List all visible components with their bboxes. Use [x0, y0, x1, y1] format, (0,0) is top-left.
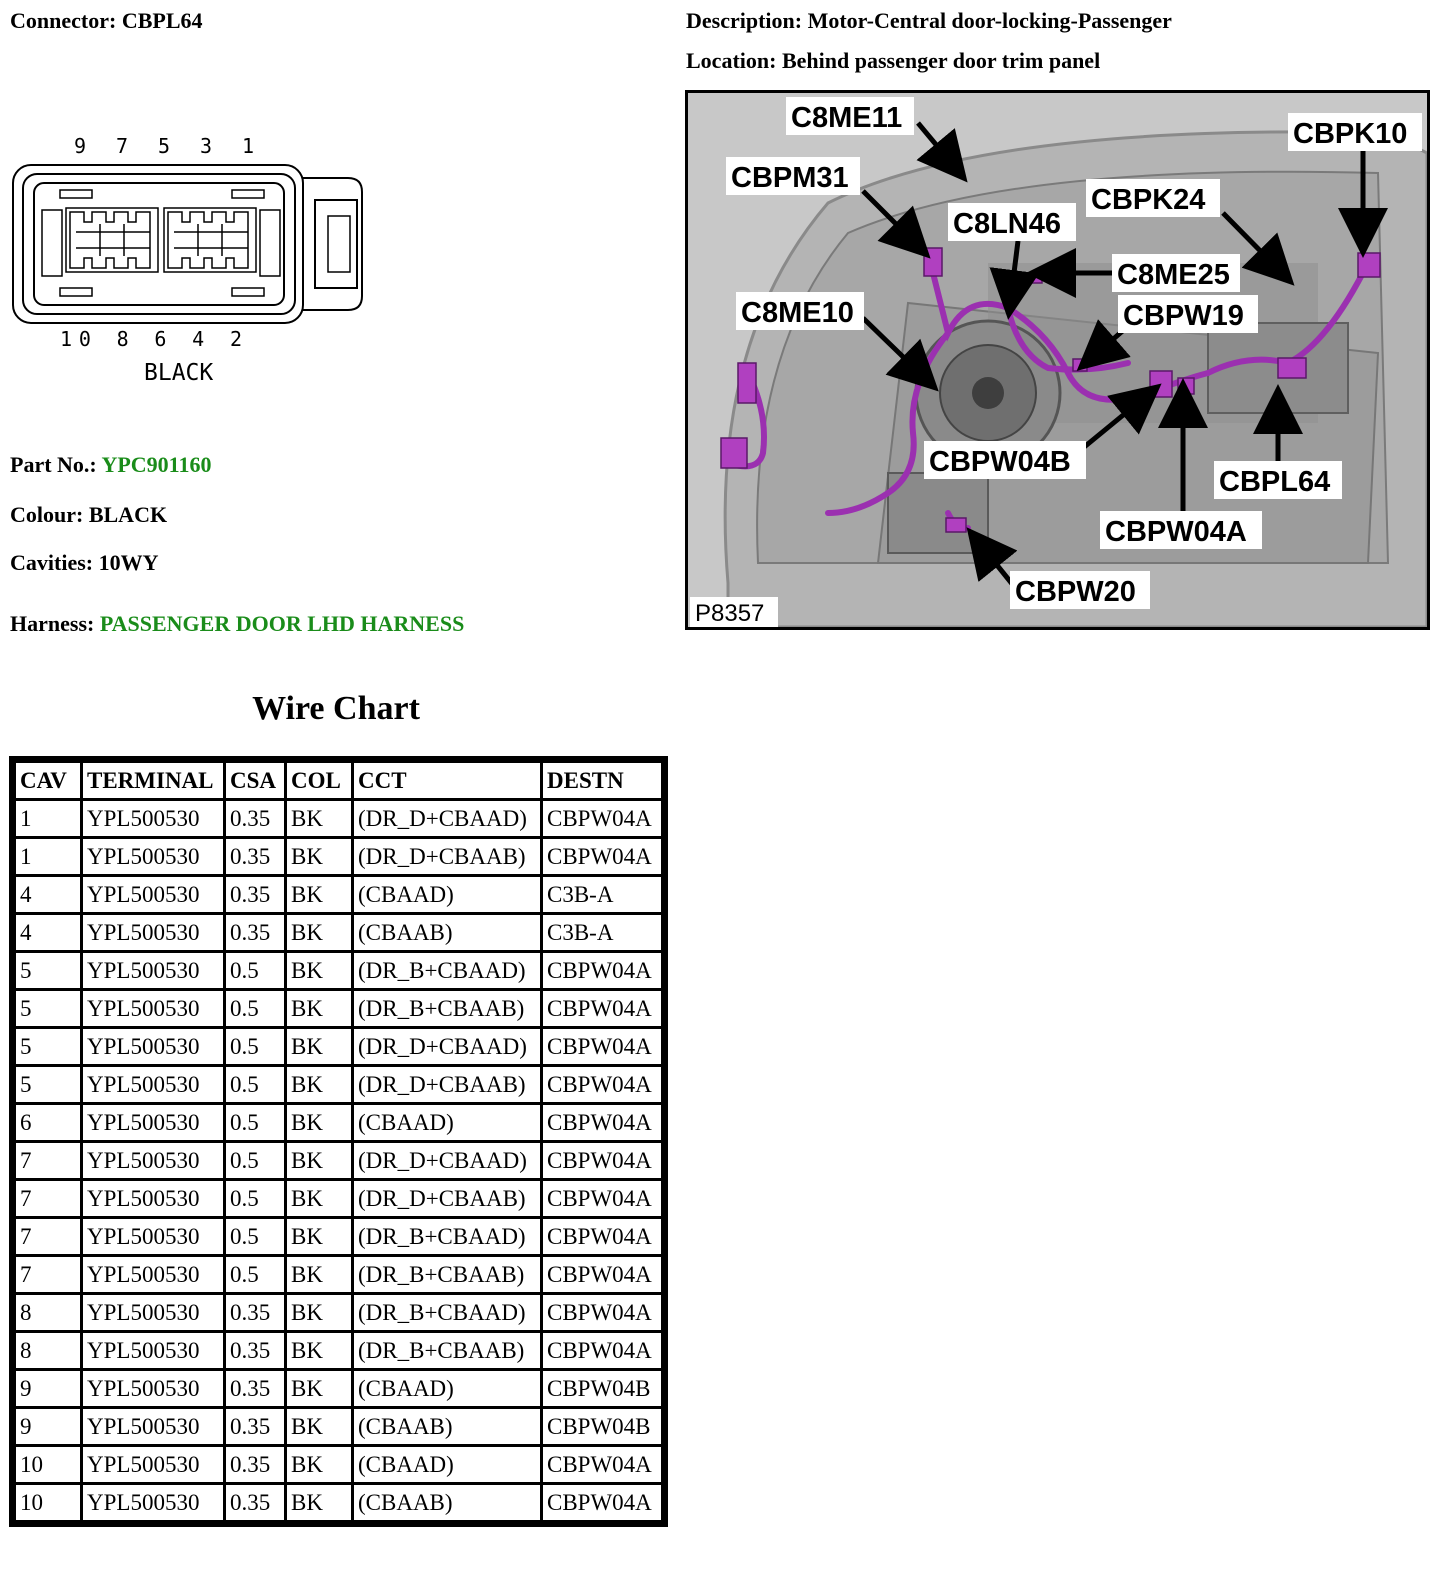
cell-col: BK: [287, 991, 351, 1026]
location-value: Behind passenger door trim panel: [781, 48, 1101, 73]
cell-csa: 0.35: [226, 877, 284, 912]
cell-terminal: YPL500530: [83, 1447, 223, 1482]
cell-terminal: YPL500530: [83, 1029, 223, 1064]
cell-destn: CBPW04A: [543, 1143, 661, 1178]
cell-destn: CBPW04A: [543, 1219, 661, 1254]
cell-cav: 5: [16, 953, 80, 988]
cell-destn: CBPW04A: [543, 991, 661, 1026]
cell-cct: (DR_B+CBAAB): [354, 1333, 540, 1368]
cell-cct: (CBAAB): [354, 1485, 540, 1520]
cell-destn: CBPW04A: [543, 1485, 661, 1520]
harness-label: Harness:: [10, 611, 95, 636]
cell-col: BK: [287, 1447, 351, 1482]
cell-destn: CBPW04A: [543, 1181, 661, 1216]
cell-destn: CBPW04A: [543, 953, 661, 988]
cell-col: BK: [287, 1181, 351, 1216]
cell-csa: 0.35: [226, 1371, 284, 1406]
cavities-value: 10WY: [98, 550, 159, 575]
cell-col: BK: [287, 1409, 351, 1444]
cell-cct: (CBAAB): [354, 1409, 540, 1444]
cell-cav: 5: [16, 1029, 80, 1064]
table-row: [16, 1143, 661, 1178]
cell-col: BK: [287, 877, 351, 912]
cell-csa: 0.5: [226, 1105, 284, 1140]
table-row: [16, 915, 661, 950]
cell-terminal: YPL500530: [83, 1333, 223, 1368]
column-header-cav: CAV: [16, 763, 80, 798]
location-illustration: [685, 90, 1430, 630]
cell-terminal: YPL500530: [83, 1371, 223, 1406]
callout-c8me25: C8ME25: [1117, 259, 1230, 291]
connector-face-diagram: [10, 128, 370, 393]
cell-cav: 1: [16, 839, 80, 874]
harness: [10, 611, 464, 637]
cell-csa: 0.5: [226, 1181, 284, 1216]
column-header-col: COL: [287, 763, 351, 798]
cell-cct: (DR_D+CBAAB): [354, 839, 540, 874]
cell-cav: 9: [16, 1409, 80, 1444]
cell-cav: 5: [16, 1067, 80, 1102]
cell-destn: CBPW04A: [543, 1067, 661, 1102]
cell-terminal: YPL500530: [83, 953, 223, 988]
cell-col: BK: [287, 1485, 351, 1520]
cell-col: BK: [287, 953, 351, 988]
cell-csa: 0.5: [226, 1219, 284, 1254]
cell-col: BK: [287, 839, 351, 874]
connector-title: [10, 8, 203, 34]
cell-col: BK: [287, 1105, 351, 1140]
cell-csa: 0.35: [226, 801, 284, 836]
callout-cbpw04b: CBPW04B: [929, 446, 1071, 478]
table-row: [16, 1067, 661, 1102]
cell-terminal: YPL500530: [83, 915, 223, 950]
cell-csa: 0.35: [226, 1485, 284, 1520]
cell-csa: 0.35: [226, 1409, 284, 1444]
connector-value: CBPL64: [121, 8, 203, 33]
table-header-row: [16, 763, 661, 798]
cell-destn: C3B-A: [543, 915, 661, 950]
cell-terminal: YPL500530: [83, 1409, 223, 1444]
cell-terminal: YPL500530: [83, 1257, 223, 1292]
table-row: [16, 991, 661, 1026]
table-row: [16, 1485, 661, 1520]
cell-cav: 7: [16, 1181, 80, 1216]
cell-cct: (DR_D+CBAAD): [354, 1143, 540, 1178]
cell-cct: (CBAAD): [354, 877, 540, 912]
colour: [10, 502, 167, 528]
cavities: [10, 550, 158, 576]
table-row: [16, 801, 661, 836]
table-row: [16, 1371, 661, 1406]
cell-cct: (DR_B+CBAAB): [354, 1257, 540, 1292]
location: [686, 48, 1100, 74]
cell-destn: CBPW04A: [543, 1295, 661, 1330]
column-header-cct: CCT: [354, 763, 540, 798]
cell-destn: CBPW04A: [543, 1447, 661, 1482]
figure-id-label: P8357: [695, 600, 765, 627]
cell-cct: (DR_B+CBAAD): [354, 1295, 540, 1330]
cell-cct: (DR_B+CBAAB): [354, 991, 540, 1026]
cell-col: BK: [287, 1371, 351, 1406]
table-row: [16, 1181, 661, 1216]
wire-chart-body: [16, 801, 661, 1520]
callout-cbpw19: CBPW19: [1123, 300, 1244, 332]
cell-col: BK: [287, 1333, 351, 1368]
wire-chart-table: [9, 756, 668, 1527]
column-header-csa: CSA: [226, 763, 284, 798]
callout-c8ln46: C8LN46: [953, 208, 1061, 240]
cell-cav: 6: [16, 1105, 80, 1140]
cell-csa: 0.35: [226, 915, 284, 950]
cell-cav: 5: [16, 991, 80, 1026]
table-row: [16, 1219, 661, 1254]
cell-terminal: YPL500530: [83, 1143, 223, 1178]
cell-terminal: YPL500530: [83, 1181, 223, 1216]
cell-cav: 8: [16, 1295, 80, 1330]
table-row: [16, 1029, 661, 1064]
cell-destn: CBPW04B: [543, 1371, 661, 1406]
harness-link[interactable]: PASSENGER DOOR LHD HARNESS: [99, 611, 465, 636]
callout-c8me11: C8ME11: [791, 102, 903, 134]
cell-destn: CBPW04A: [543, 1257, 661, 1292]
table-row: [16, 1295, 661, 1330]
cell-col: BK: [287, 1029, 351, 1064]
cell-cav: 7: [16, 1143, 80, 1178]
door-illustration: [688, 93, 1427, 627]
cell-csa: 0.5: [226, 1143, 284, 1178]
cell-cav: 10: [16, 1447, 80, 1482]
cell-cct: (CBAAD): [354, 1447, 540, 1482]
cell-cav: 4: [16, 877, 80, 912]
cell-cct: (DR_D+CBAAB): [354, 1067, 540, 1102]
cell-terminal: YPL500530: [83, 1067, 223, 1102]
cell-terminal: YPL500530: [83, 801, 223, 836]
cell-cct: (CBAAB): [354, 915, 540, 950]
cell-destn: CBPW04A: [543, 801, 661, 836]
cell-terminal: YPL500530: [83, 839, 223, 874]
part-number: [10, 452, 211, 478]
cell-cct: (DR_D+CBAAB): [354, 1181, 540, 1216]
cell-terminal: YPL500530: [83, 991, 223, 1026]
part-number-link[interactable]: YPC901160: [101, 452, 212, 477]
cell-cav: 9: [16, 1371, 80, 1406]
cell-csa: 0.5: [226, 991, 284, 1026]
bottom-pin-numbers: 10 8 6 4 2: [60, 327, 242, 351]
cell-terminal: YPL500530: [83, 1485, 223, 1520]
cell-destn: CBPW04A: [543, 839, 661, 874]
cell-destn: CBPW04A: [543, 1333, 661, 1368]
table-row: [16, 1257, 661, 1292]
cell-csa: 0.5: [226, 1067, 284, 1102]
cell-destn: CBPW04A: [543, 1105, 661, 1140]
cell-terminal: YPL500530: [83, 877, 223, 912]
cell-col: BK: [287, 1143, 351, 1178]
callout-cbpw04a: CBPW04A: [1105, 516, 1247, 548]
column-header-terminal: TERMINAL: [83, 763, 223, 798]
cell-cav: 1: [16, 801, 80, 836]
description: [686, 8, 1172, 34]
cell-cct: (DR_B+CBAAD): [354, 1219, 540, 1254]
callout-cbpk10: CBPK10: [1293, 118, 1408, 150]
cell-cav: 7: [16, 1219, 80, 1254]
cell-csa: 0.35: [226, 1295, 284, 1330]
table-row: [16, 1409, 661, 1444]
callout-cbpl64: CBPL64: [1219, 466, 1331, 498]
cell-csa: 0.35: [226, 839, 284, 874]
cell-csa: 0.35: [226, 1447, 284, 1482]
table-row: [16, 877, 661, 912]
description-value: Motor-Central door-locking-Passenger: [807, 8, 1172, 33]
cell-csa: 0.5: [226, 953, 284, 988]
table-row: [16, 1447, 661, 1482]
cell-terminal: YPL500530: [83, 1295, 223, 1330]
callout-cbpm31: CBPM31: [731, 162, 849, 194]
cell-destn: C3B-A: [543, 877, 661, 912]
location-label: Location:: [686, 48, 777, 73]
colour-value: BLACK: [88, 502, 168, 527]
table-row: [16, 1105, 661, 1140]
cell-cav: 7: [16, 1257, 80, 1292]
cell-col: BK: [287, 1219, 351, 1254]
cell-col: BK: [287, 915, 351, 950]
callout-cbpw20: CBPW20: [1015, 576, 1136, 608]
cavities-label: Cavities:: [10, 550, 94, 575]
part-number-label: Part No.:: [10, 452, 97, 477]
cell-csa: 0.35: [226, 1333, 284, 1368]
table-row: [16, 953, 661, 988]
callout-c8me10: C8ME10: [741, 297, 854, 329]
cell-cct: (DR_D+CBAAD): [354, 1029, 540, 1064]
connector-label: Connector:: [10, 8, 117, 33]
cell-cct: (DR_D+CBAAD): [354, 801, 540, 836]
cell-csa: 0.5: [226, 1029, 284, 1064]
description-label: Description:: [686, 8, 803, 33]
callout-cbpk24: CBPK24: [1091, 184, 1206, 216]
cell-cav: 4: [16, 915, 80, 950]
wire-chart-title: Wire Chart: [252, 690, 420, 727]
cell-col: BK: [287, 1067, 351, 1102]
cell-terminal: YPL500530: [83, 1105, 223, 1140]
cell-destn: CBPW04B: [543, 1409, 661, 1444]
cell-col: BK: [287, 1295, 351, 1330]
cell-destn: CBPW04A: [543, 1029, 661, 1064]
cell-terminal: YPL500530: [83, 1219, 223, 1254]
cell-cct: (DR_B+CBAAD): [354, 953, 540, 988]
top-pin-numbers: 9 7 5 3 1: [74, 134, 254, 158]
cell-cct: (CBAAD): [354, 1371, 540, 1406]
colour-label: Colour:: [10, 502, 84, 527]
cell-cct: (CBAAD): [354, 1105, 540, 1140]
table-row: [16, 839, 661, 874]
table-row: [16, 1333, 661, 1368]
column-header-destn: DESTN: [543, 763, 661, 798]
cell-cav: 10: [16, 1485, 80, 1520]
cell-csa: 0.5: [226, 1257, 284, 1292]
cell-cav: 8: [16, 1333, 80, 1368]
connector-colour-label: BLACK: [144, 360, 214, 386]
cell-col: BK: [287, 1257, 351, 1292]
cell-col: BK: [287, 801, 351, 836]
